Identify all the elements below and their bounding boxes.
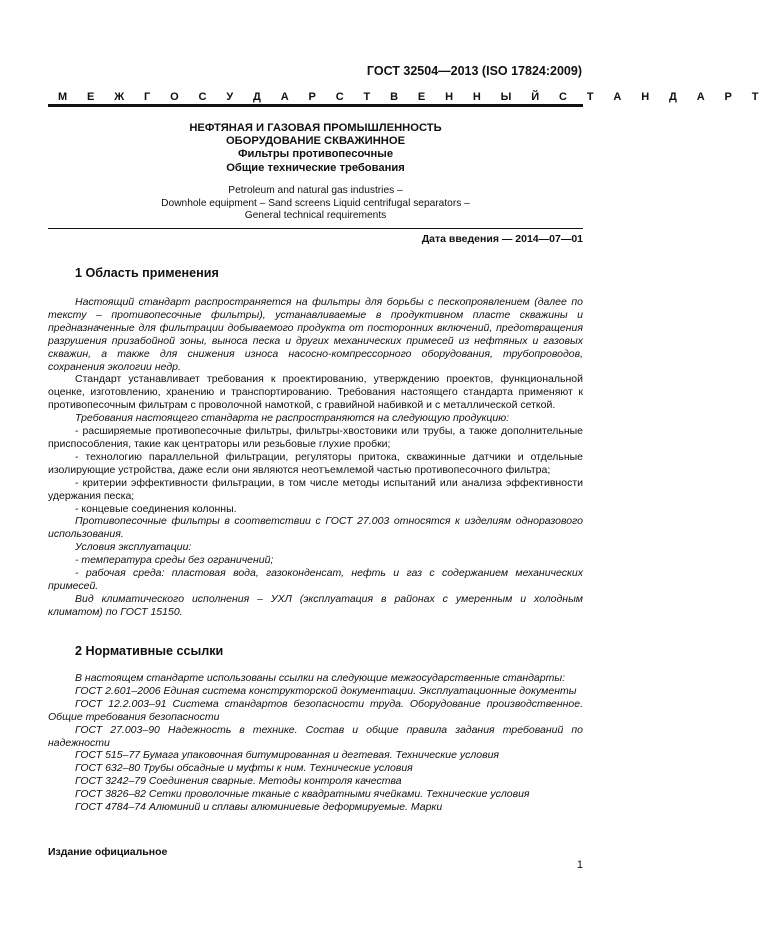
paragraph: В настоящем стандарте использованы ссылки на следующие межгосударственные стандарты: [75,672,565,684]
title-line: ОБОРУДОВАНИЕ СКВАЖИННОЕ [225,135,406,148]
title-line: Общие технические требования [226,161,405,174]
paragraph: Условия эксплуатации: [75,541,192,554]
reference-item: ГОСТ 27.003–90 Надежность в технике. Состав и общие правила задания требований по надежности [48,723,583,749]
reference-item: ГОСТ 632–80 Трубы обсадные и муфты к ним. Технические условия [75,762,413,775]
section-2-heading: 2 Нормативные ссылки [75,644,224,658]
section-1-body [48,296,583,619]
introduction-date: Дата введения — 2014—07—01 [421,233,583,245]
list-item: - расширяемые противопесочные фильтры, фильтры-хвостовики или трубы, а также дополнительные приспособления, такие как центраторы или резьбовые глухие пробки; [48,425,583,450]
header-rule [48,104,583,107]
paragraph: Требования настоящего стандарта не распространяются на следующую продукцию: [75,412,510,425]
reference-item: ГОСТ 4784–74 Алюминий и сплавы алюминиевые деформируемые. Марки [75,801,443,814]
page-number: 1 [576,859,583,871]
paragraph: Настоящий стандарт распространяется на фильтры для борьбы с пескопроявлением (далее по тексту – противопесочные фильтры), устанавливаемые в продуктивном пласте скважины и предназначенные для фильтрации добываемого продукта от посторонних включений, предотвращения разрушения призабойной зоны, выноса песка и других механических примесей из нефтяных и газовых скважин, а также для снижения износа насосно-компрессорного оборудования, трубопроводов, сохранения экологии недр. [48,296,583,373]
title-rule [48,228,583,229]
section-2-body [48,672,583,814]
official-edition-label: Издание официальное [48,846,168,858]
section-1-heading: 1 Область применения [75,266,219,280]
title-line-en: Downhole equipment – Sand screens Liquid centrifugal separators – [161,197,470,209]
interstate-standard-label: М Е Ж Г О С У Д А Р С Т В Е Н Н Ы Й С Т А Н Д А Р Т [58,91,767,103]
title-line-en: General technical requirements [244,210,387,222]
reference-item: ГОСТ 12.2.003–91 Система стандартов безопасности труда. Оборудование производственное. Общие требования безопасности [48,697,583,723]
list-item: - технологию параллельной фильтрации, регуляторы притока, скважинные датчики и отдельные изолирующие устройства, даже если они являются неотъемлемой частью противопесочного фильтра; [48,450,583,476]
list-item: - концевые соединения колонны. [75,502,237,515]
reference-item: ГОСТ 3826–82 Сетки проволочные тканые с квадратными ячейками. Технические условия [75,788,530,801]
paragraph: Вид климатического исполнения – УХЛ (эксплуатация в районах с умеренным и холодным климатом) по ГОСТ 15150. [48,592,583,618]
reference-item: ГОСТ 3242–79 Соединения сварные. Методы контроля качества [75,775,402,788]
list-item: - критерии эффективности фильтрации, в том числе методы испытаний или анализа эффективности удержания песка; [48,476,583,502]
list-item: - рабочая среда: пластовая вода, газоконденсат, нефть и газ с содержанием механических примесей. [48,567,583,592]
title-block-ru [48,122,583,175]
title-line-en: Petroleum and natural gas industries – [228,185,403,196]
list-item: - температура среды без ограничений; [75,554,274,567]
reference-item: ГОСТ 515–77 Бумага упаковочная битумированная и дегтевая. Технические условия [75,749,500,762]
title-line: НЕФТЯНАЯ И ГАЗОВАЯ ПРОМЫШЛЕННОСТЬ [189,122,442,134]
title-block-en [48,185,583,223]
title-line: Фильтры противопесочные [237,148,394,161]
reference-item: ГОСТ 2.601–2006 Единая система конструкторской документации. Эксплуатационные документы [75,684,577,697]
paragraph: Стандарт устанавливает требования к проектированию, утверждению проектов, функциональной оценке, изготовлению, хранению и транспортированию. Требования настоящего стандарта применяют к противопесочным фильтрам с проволочной намоткой, с гравийной набивкой и с металлической сеткой. [48,373,583,412]
document-code: ГОСТ 32504—2013 (ISO 17824:2009) [366,64,582,78]
paragraph: Противопесочные фильтры в соответствии с ГОСТ 27.003 относятся к изделиям одноразового использования. [48,515,583,541]
